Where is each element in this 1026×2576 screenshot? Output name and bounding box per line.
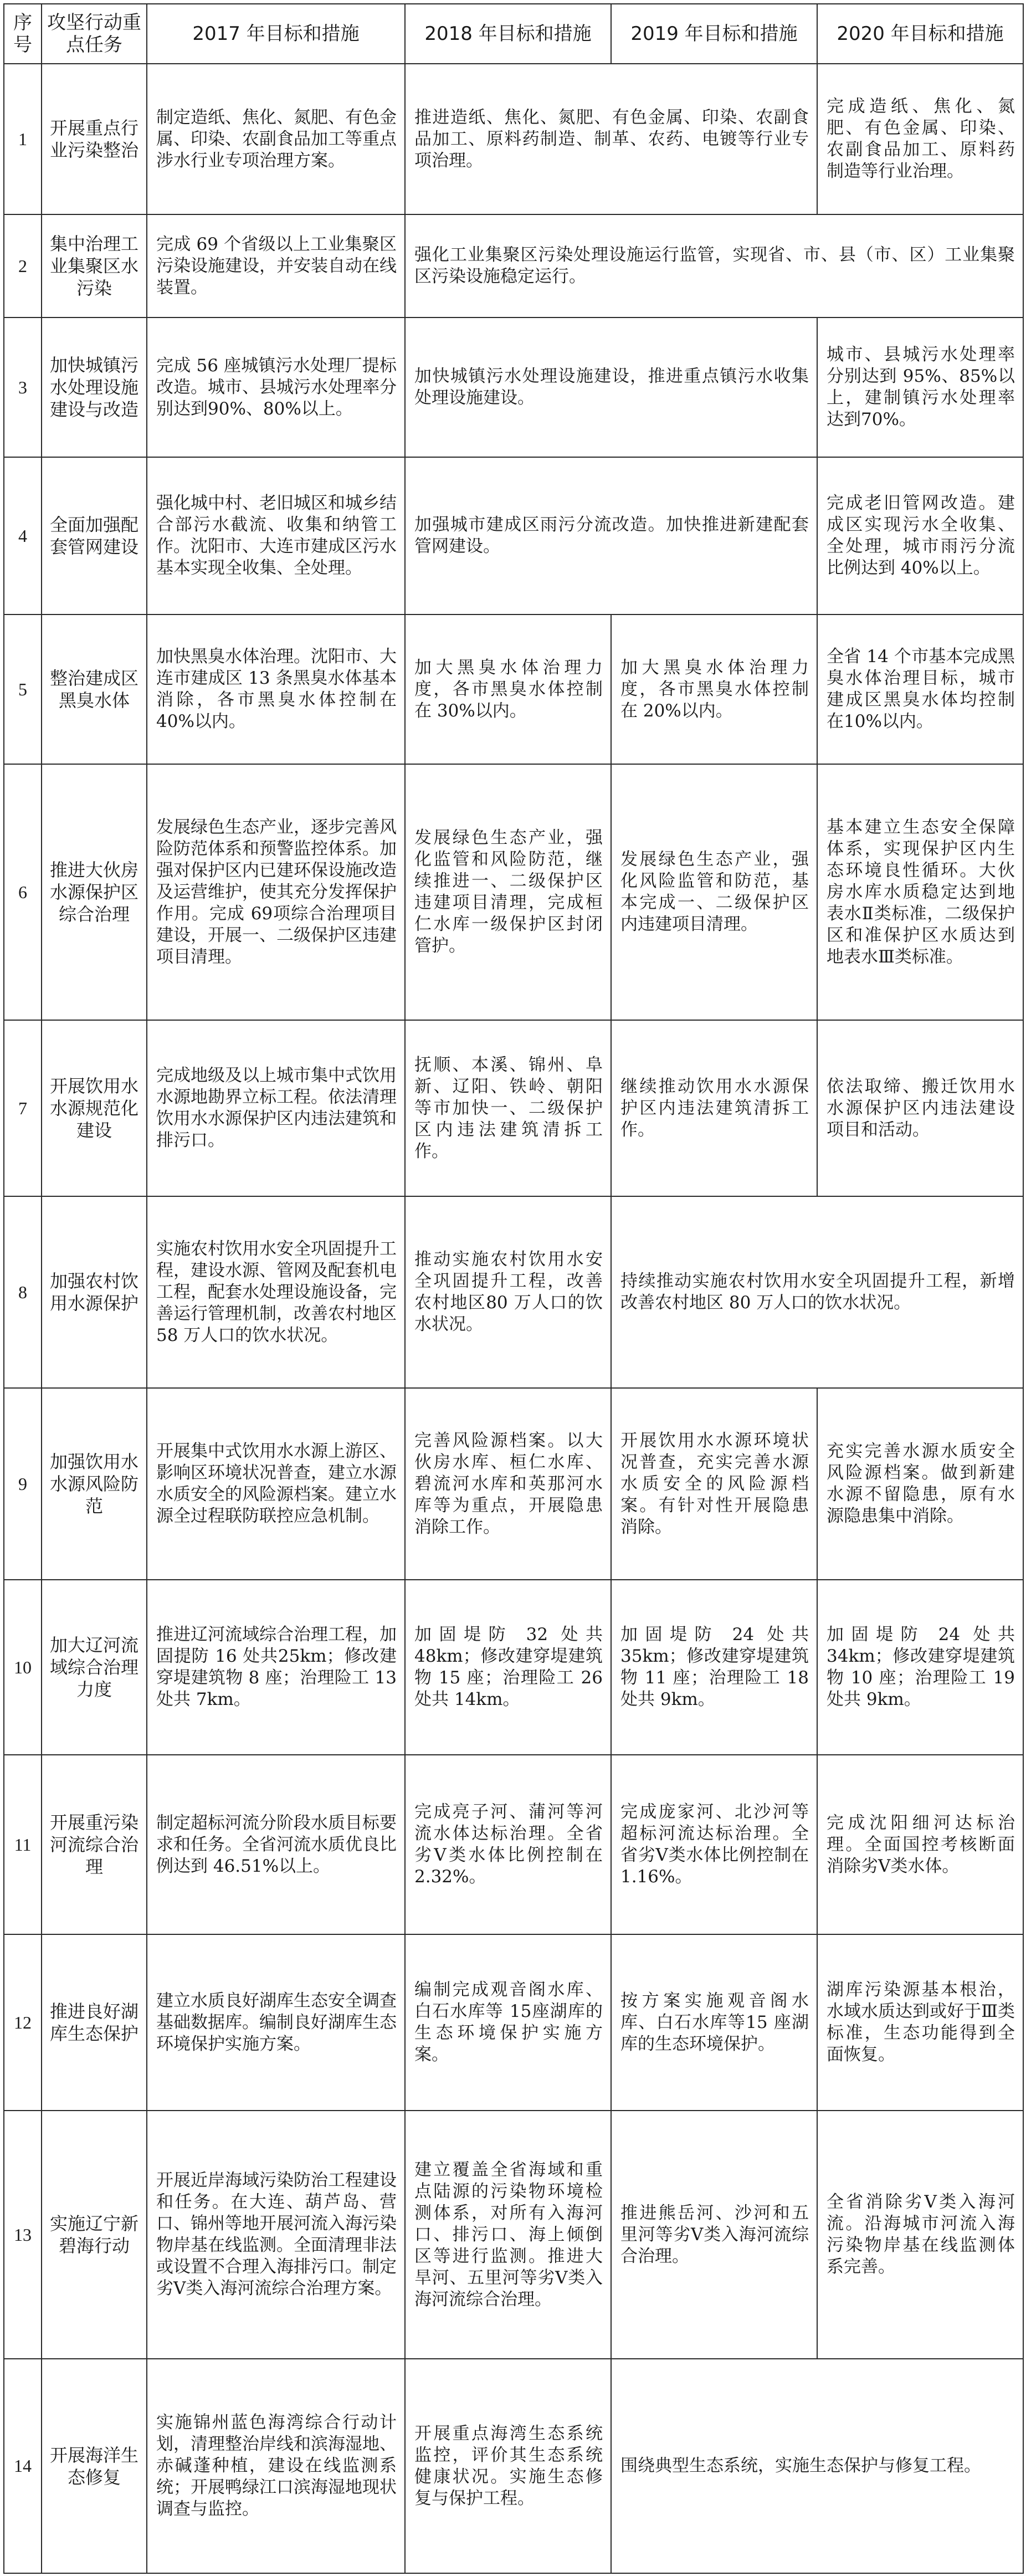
cell-2018-2019: 加强城市建成区雨污分流改造。加快推进新建配套管网建设。 [405, 457, 817, 614]
cell-2018: 加固堤防 32 处共48km；修改建穿堤建筑物 15 座；治理险工 26 处共 14km。 [405, 1580, 611, 1755]
cell-2017: 实施锦州蓝色海湾综合行动计划，清理整治岸线和滨海湿地、赤碱蓬种植，建设在线监测系统；开展鸭绿江口滨海湿地现状调查与监控。 [147, 2359, 405, 2573]
cell-2019-2020: 围绕典型生态系统，实施生态保护与修复工程。 [611, 2359, 1023, 2573]
row-task: 开展海洋生态修复 [42, 2359, 147, 2573]
cell-2017: 制定超标河流分阶段水质目标要求和任务。全省河流水质优良比例达到 46.51%以上。 [147, 1755, 405, 1934]
row-number: 4 [4, 457, 42, 614]
cell-2019: 按方案实施观音阁水库、白石水库等15 座湖库的生态环境保护。 [611, 1934, 817, 2111]
row-task: 实施辽宁新碧海行动 [42, 2111, 147, 2359]
row-number: 14 [4, 2359, 42, 2573]
row-task: 推进大伙房水源保护区综合治理 [42, 764, 147, 1020]
cell-2017: 开展集中式饮用水水源上游区、影响区环境状况普查，建立水源水质安全的风险源档案。建立水源全过程联防联控应急机制。 [147, 1388, 405, 1580]
cell-2020: 全省消除劣Ⅴ类入海河流。沿海城市河流入海污染物岸基在线监测体系完善。 [817, 2111, 1023, 2359]
cell-2019: 加固堤防 24 处共35km；修改建穿堤建筑物 11 座；治理险工 18 处共 9km。 [611, 1580, 817, 1755]
cell-2018: 完善风险源档案。以大伙房水库、桓仁水库、碧流河水库和英那河水库等为重点，开展隐患消除工作。 [405, 1388, 611, 1580]
row-task: 开展饮用水水源规范化建设 [42, 1020, 147, 1196]
cell-2019: 加大黑臭水体治理力度，各市黑臭水体控制在 20%以内。 [611, 614, 817, 764]
cell-2018: 开展重点海湾生态系统监控，评价其生态系统健康状况。实施生态修复与保护工程。 [405, 2359, 611, 2573]
cell-2017: 完成地级及以上城市集中式饮用水源地勘界立标工程。依法清理饮用水水源保护区内违法建筑和排污口。 [147, 1020, 405, 1196]
cell-2020: 加固堤防 24 处共34km；修改建穿堤建筑物 10 座；治理险工 19 处共 9km。 [817, 1580, 1023, 1755]
cell-2018: 抚顺、本溪、锦州、阜新、辽阳、铁岭、朝阳等市加快一、二级保护区内违法建筑清拆工作。 [405, 1020, 611, 1196]
row-number: 1 [4, 64, 42, 214]
cell-2018: 编制完成观音阁水库、白石水库等 15座湖库的生态环境保护实施方案。 [405, 1934, 611, 2111]
cell-2018: 发展绿色生态产业，强化监管和风险防范，继续推进一、二级保护区违建项目清理，完成桓仁水库一级保护区封闭管护。 [405, 764, 611, 1020]
table-row [4, 457, 1023, 614]
table-row [4, 1020, 1023, 1196]
row-task: 加快城镇污水处理设施建设与改造 [42, 317, 147, 457]
cell-2017: 加快黑臭水体治理。沈阳市、大连市建成区 13 条黑臭水体基本消除，各市黑臭水体控制在40%以内。 [147, 614, 405, 764]
table-header-row [4, 4, 1023, 64]
cell-2020: 完成沈阳细河达标治理。全面国控考核断面消除劣Ⅴ类水体。 [817, 1755, 1023, 1934]
cell-2017: 完成 69 个省级以上工业集聚区污染设施建设，并安装自动在线装置。 [147, 214, 405, 317]
header-task: 攻坚行动重点任务 [42, 4, 147, 64]
table-row [4, 2359, 1023, 2573]
row-task: 加强农村饮用水源保护 [42, 1196, 147, 1388]
row-number: 6 [4, 764, 42, 1020]
cell-2017: 强化城中村、老旧城区和城乡结合部污水截流、收集和纳管工作。沈阳市、大连市建成区污水基本实现全收集、全处理。 [147, 457, 405, 614]
header-2019: 2019 年目标和措施 [611, 4, 817, 64]
table-row [4, 1934, 1023, 2111]
table-row [4, 1755, 1023, 1934]
table-row [4, 214, 1023, 317]
cell-2020: 基本建立生态安全保障体系，实现保护区内生态环境良性循环。大伙房水库水质稳定达到地表水Ⅱ类标准，二级保护区和准保护区水质达到地表水Ⅲ类标准。 [817, 764, 1023, 1020]
row-number: 13 [4, 2111, 42, 2359]
cell-2019: 推进熊岳河、沙河和五里河等劣Ⅴ类入海河流综合治理。 [611, 2111, 817, 2359]
table-row [4, 2111, 1023, 2359]
table-row [4, 1196, 1023, 1388]
cell-2019-2020: 持续推动实施农村饮用水安全巩固提升工程，新增改善农村地区 80 万人口的饮水状况。 [611, 1196, 1023, 1388]
row-number: 12 [4, 1934, 42, 2111]
cell-2018: 完成亮子河、蒲河等河流水体达标治理。全省劣Ⅴ类水体比例控制在2.32%。 [405, 1755, 611, 1934]
row-number: 5 [4, 614, 42, 764]
cell-2017: 发展绿色生态产业，逐步完善风险防范体系和预警监控体系。加强对保护区内已建环保设施改造及运营维护，使其充分发挥保护作用。完成 69项综合治理项目建设，开展一、二级保护区违建项目清理。 [147, 764, 405, 1020]
cell-2020: 全省 14 个市基本完成黑臭水体治理目标，城市建成区黑臭水体均控制在10%以内。 [817, 614, 1023, 764]
cell-2017: 推进辽河流域综合治理工程，加固提防 16 处共25km；修改建穿堤建筑物 8 座；治理险工 13 处共 7km。 [147, 1580, 405, 1755]
row-number: 7 [4, 1020, 42, 1196]
row-number: 2 [4, 214, 42, 317]
row-task: 开展重污染河流综合治理 [42, 1755, 147, 1934]
row-task: 整治建成区黑臭水体 [42, 614, 147, 764]
cell-2019: 完成庞家河、北沙河等超标河流达标治理。全省劣Ⅴ类水体比例控制在1.16%。 [611, 1755, 817, 1934]
row-task: 加大辽河流域综合治理力度 [42, 1580, 147, 1755]
cell-2017: 制定造纸、焦化、氮肥、有色金属、印染、农副食品加工等重点涉水行业专项治理方案。 [147, 64, 405, 214]
cell-2017: 开展近岸海域污染防治工程建设和任务。在大连、葫芦岛、营口、锦州等地开展河流入海污染物岸基在线监测。全面清理非法或设置不合理入海排污口。制定劣Ⅴ类入海河流综合治理方案。 [147, 2111, 405, 2359]
cell-2020: 依法取缔、搬迁饮用水水源保护区内违法建设项目和活动。 [817, 1020, 1023, 1196]
cell-2018-2019: 加快城镇污水处理设施建设，推进重点镇污水收集处理设施建设。 [405, 317, 817, 457]
cell-2020: 完成老旧管网改造。建成区实现污水全收集、全处理，城市雨污分流比例达到 40%以上。 [817, 457, 1023, 614]
table-row [4, 64, 1023, 214]
cell-2020: 城市、县城污水处理率分别达到 95%、85%以上，建制镇污水处理率达到70%。 [817, 317, 1023, 457]
row-task: 推进良好湖库生态保护 [42, 1934, 147, 2111]
row-task: 开展重点行业污染整治 [42, 64, 147, 214]
cell-2018: 加大黑臭水体治理力度，各市黑臭水体控制在 30%以内。 [405, 614, 611, 764]
cell-2019: 继续推动饮用水水源保护区内违法建筑清拆工作。 [611, 1020, 817, 1196]
table-row [4, 1388, 1023, 1580]
cell-2019: 开展饮用水水源环境状况普查，充实完善水源水质安全的风险源档案。有针对性开展隐患消除。 [611, 1388, 817, 1580]
table-row [4, 1580, 1023, 1755]
cell-2018: 推动实施农村饮用水安全巩固提升工程，改善农村地区80 万人口的饮水状况。 [405, 1196, 611, 1388]
row-task: 全面加强配套管网建设 [42, 457, 147, 614]
table-row [4, 317, 1023, 457]
cell-2019: 发展绿色生态产业，强化风险监管和防范，基本完成一、二级保护区内违建项目清理。 [611, 764, 817, 1020]
row-number: 11 [4, 1755, 42, 1934]
header-2017: 2017 年目标和措施 [147, 4, 405, 64]
header-2020: 2020 年目标和措施 [817, 4, 1023, 64]
row-number: 3 [4, 317, 42, 457]
row-number: 10 [4, 1580, 42, 1755]
cell-2018-2019: 推进造纸、焦化、氮肥、有色金属、印染、农副食品加工、原料药制造、制革、农药、电镀等行业专项治理。 [405, 64, 817, 214]
table-row [4, 764, 1023, 1020]
cell-2018-2020: 强化工业集聚区污染处理设施运行监管，实现省、市、县（市、区）工业集聚区污染设施稳定运行。 [405, 214, 1023, 317]
header-2018: 2018 年目标和措施 [405, 4, 611, 64]
cell-2020: 湖库污染源基本根治，水域水质达到或好于Ⅲ类标准，生态功能得到全面恢复。 [817, 1934, 1023, 2111]
row-number: 9 [4, 1388, 42, 1580]
cell-2017: 完成 56 座城镇污水处理厂提标改造。城市、县城污水处理率分别达到90%、80%以上。 [147, 317, 405, 457]
cell-2018: 建立覆盖全省海域和重点陆源的污染物环境检测体系，对所有入海河口、排污口、海上倾倒区等进行监测。推进大旱河、五里河等劣Ⅴ类入海河流综合治理。 [405, 2111, 611, 2359]
cell-2017: 建立水质良好湖库生态安全调查基础数据库。编制良好湖库生态环境保护实施方案。 [147, 1934, 405, 2111]
table-row [4, 614, 1023, 764]
water-plan-table [3, 3, 1024, 2574]
cell-2020: 充实完善水源水质安全风险源档案。做到新建水源不留隐患，原有水源隐患集中消除。 [817, 1388, 1023, 1580]
row-task: 加强饮用水水源风险防范 [42, 1388, 147, 1580]
row-task: 集中治理工业集聚区水污染 [42, 214, 147, 317]
header-no: 序号 [4, 4, 42, 64]
cell-2017: 实施农村饮用水安全巩固提升工程，建设水源、管网及配套机电工程，配套水处理设施设备，完善运行管理机制，改善农村地区 58 万人口的饮水状况。 [147, 1196, 405, 1388]
cell-2020: 完成造纸、焦化、氮肥、有色金属、印染、农副食品加工、原料药制造等行业治理。 [817, 64, 1023, 214]
row-number: 8 [4, 1196, 42, 1388]
plan-sheet [3, 3, 1023, 2573]
